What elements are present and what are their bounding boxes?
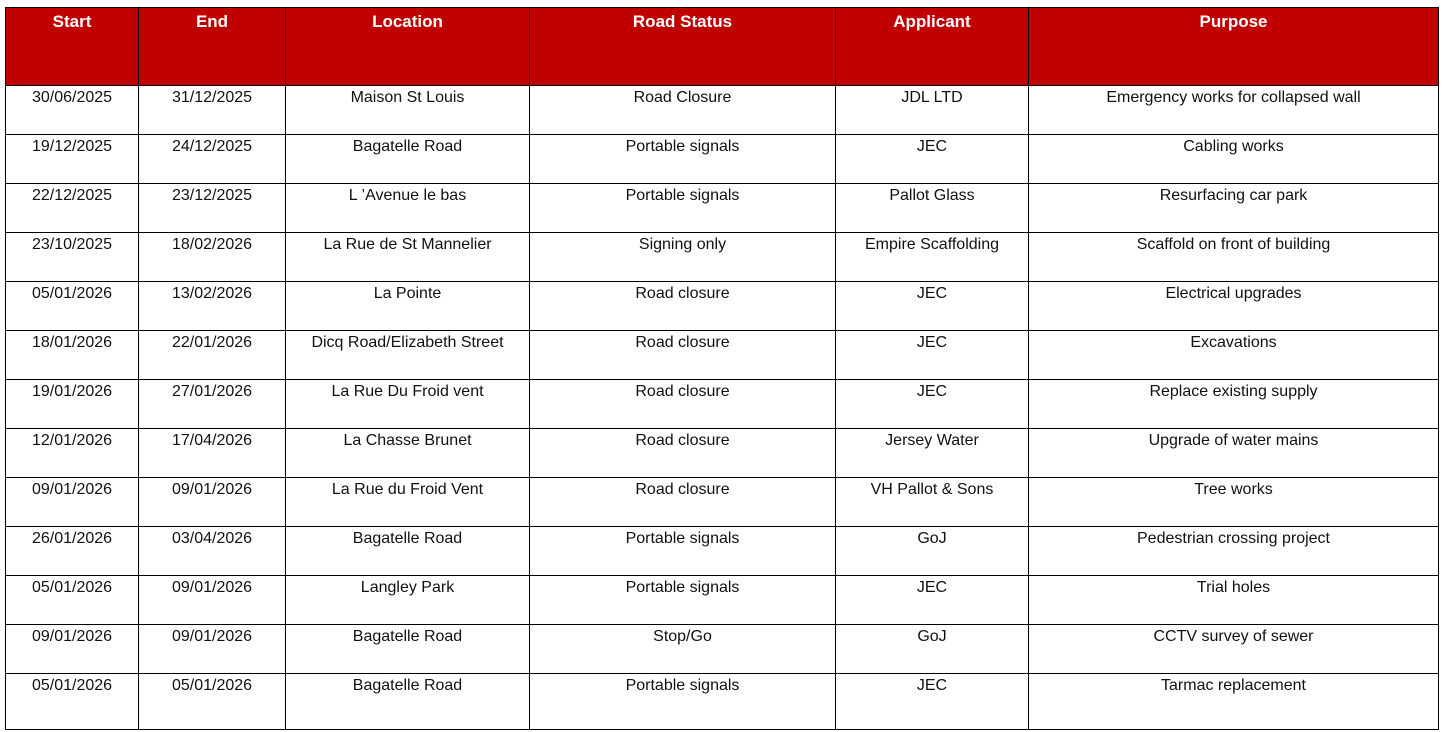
applicant-cell: VH Pallot & Sons xyxy=(836,478,1029,527)
start-date-cell: 19/12/2025 xyxy=(6,135,139,184)
start-date-cell: 30/06/2025 xyxy=(6,86,139,135)
applicant-cell: JEC xyxy=(836,576,1029,625)
end-date-cell: 17/04/2026 xyxy=(139,429,286,478)
end-date-cell: 03/04/2026 xyxy=(139,527,286,576)
location-cell: Bagatelle Road xyxy=(286,135,530,184)
table-row xyxy=(6,184,1439,233)
start-date-cell: 23/10/2025 xyxy=(6,233,139,282)
table-row xyxy=(6,674,1439,730)
road-status-cell: Stop/Go xyxy=(530,625,836,674)
start-date-cell: 19/01/2026 xyxy=(6,380,139,429)
purpose-cell: Upgrade of water mains xyxy=(1029,429,1439,478)
start-date-cell: 05/01/2026 xyxy=(6,282,139,331)
location-cell: Bagatelle Road xyxy=(286,527,530,576)
location-cell: La Rue Du Froid vent xyxy=(286,380,530,429)
start-date-cell: 09/01/2026 xyxy=(6,625,139,674)
road-status-cell: Road Closure xyxy=(530,86,836,135)
road-status-cell: Portable signals xyxy=(530,135,836,184)
roadworks-table xyxy=(5,7,1439,730)
road-status-cell: Portable signals xyxy=(530,576,836,625)
start-date-cell: 18/01/2026 xyxy=(6,331,139,380)
road-status-cell: Road closure xyxy=(530,331,836,380)
table-row xyxy=(6,527,1439,576)
purpose-cell: Pedestrian crossing project xyxy=(1029,527,1439,576)
purpose-cell: Electrical upgrades xyxy=(1029,282,1439,331)
start-date-cell: 22/12/2025 xyxy=(6,184,139,233)
purpose-cell: Trial holes xyxy=(1029,576,1439,625)
road-status-cell: Road closure xyxy=(530,282,836,331)
table-row xyxy=(6,576,1439,625)
end-date-cell: 22/01/2026 xyxy=(139,331,286,380)
purpose-cell: Cabling works xyxy=(1029,135,1439,184)
road-status-cell: Road closure xyxy=(530,380,836,429)
applicant-cell: Jersey Water xyxy=(836,429,1029,478)
location-cell: Bagatelle Road xyxy=(286,625,530,674)
column-header-purpose: Purpose xyxy=(1029,8,1439,86)
road-status-cell: Signing only xyxy=(530,233,836,282)
column-header-applicant: Applicant xyxy=(836,8,1029,86)
applicant-cell: Pallot Glass xyxy=(836,184,1029,233)
purpose-cell: Emergency works for collapsed wall xyxy=(1029,86,1439,135)
end-date-cell: 09/01/2026 xyxy=(139,478,286,527)
start-date-cell: 26/01/2026 xyxy=(6,527,139,576)
road-status-cell: Portable signals xyxy=(530,527,836,576)
applicant-cell: JEC xyxy=(836,135,1029,184)
end-date-cell: 24/12/2025 xyxy=(139,135,286,184)
applicant-cell: JEC xyxy=(836,282,1029,331)
location-cell: Dicq Road/Elizabeth Street xyxy=(286,331,530,380)
start-date-cell: 12/01/2026 xyxy=(6,429,139,478)
road-status-cell: Road closure xyxy=(530,478,836,527)
purpose-cell: Excavations xyxy=(1029,331,1439,380)
road-status-cell: Portable signals xyxy=(530,674,836,730)
column-header-location: Location xyxy=(286,8,530,86)
table-row xyxy=(6,625,1439,674)
purpose-cell: Tree works xyxy=(1029,478,1439,527)
column-header-start: Start xyxy=(6,8,139,86)
end-date-cell: 27/01/2026 xyxy=(139,380,286,429)
table-header xyxy=(6,8,1439,86)
road-status-cell: Road closure xyxy=(530,429,836,478)
applicant-cell: JEC xyxy=(836,331,1029,380)
end-date-cell: 18/02/2026 xyxy=(139,233,286,282)
start-date-cell: 05/01/2026 xyxy=(6,576,139,625)
end-date-cell: 13/02/2026 xyxy=(139,282,286,331)
table-row xyxy=(6,233,1439,282)
location-cell: La Chasse Brunet xyxy=(286,429,530,478)
applicant-cell: JEC xyxy=(836,380,1029,429)
table-row xyxy=(6,478,1439,527)
purpose-cell: Replace existing supply xyxy=(1029,380,1439,429)
start-date-cell: 05/01/2026 xyxy=(6,674,139,730)
location-cell: Bagatelle Road xyxy=(286,674,530,730)
table-row xyxy=(6,135,1439,184)
applicant-cell: JDL LTD xyxy=(836,86,1029,135)
purpose-cell: Scaffold on front of building xyxy=(1029,233,1439,282)
table-row xyxy=(6,380,1439,429)
applicant-cell: GoJ xyxy=(836,527,1029,576)
applicant-cell: JEC xyxy=(836,674,1029,730)
table-row xyxy=(6,86,1439,135)
location-cell: La Rue de St Mannelier xyxy=(286,233,530,282)
purpose-cell: CCTV survey of sewer xyxy=(1029,625,1439,674)
table-row xyxy=(6,429,1439,478)
applicant-cell: GoJ xyxy=(836,625,1029,674)
end-date-cell: 05/01/2026 xyxy=(139,674,286,730)
table-row xyxy=(6,282,1439,331)
column-header-road-status: Road Status xyxy=(530,8,836,86)
column-header-end: End xyxy=(139,8,286,86)
end-date-cell: 09/01/2026 xyxy=(139,576,286,625)
location-cell: Langley Park xyxy=(286,576,530,625)
purpose-cell: Resurfacing car park xyxy=(1029,184,1439,233)
end-date-cell: 09/01/2026 xyxy=(139,625,286,674)
location-cell: L ’Avenue le bas xyxy=(286,184,530,233)
purpose-cell: Tarmac replacement xyxy=(1029,674,1439,730)
location-cell: Maison St Louis xyxy=(286,86,530,135)
start-date-cell: 09/01/2026 xyxy=(6,478,139,527)
location-cell: La Pointe xyxy=(286,282,530,331)
table-row xyxy=(6,331,1439,380)
location-cell: La Rue du Froid Vent xyxy=(286,478,530,527)
end-date-cell: 31/12/2025 xyxy=(139,86,286,135)
road-status-cell: Portable signals xyxy=(530,184,836,233)
header-row xyxy=(6,8,1439,86)
end-date-cell: 23/12/2025 xyxy=(139,184,286,233)
applicant-cell: Empire Scaffolding xyxy=(836,233,1029,282)
table-body xyxy=(6,86,1439,730)
